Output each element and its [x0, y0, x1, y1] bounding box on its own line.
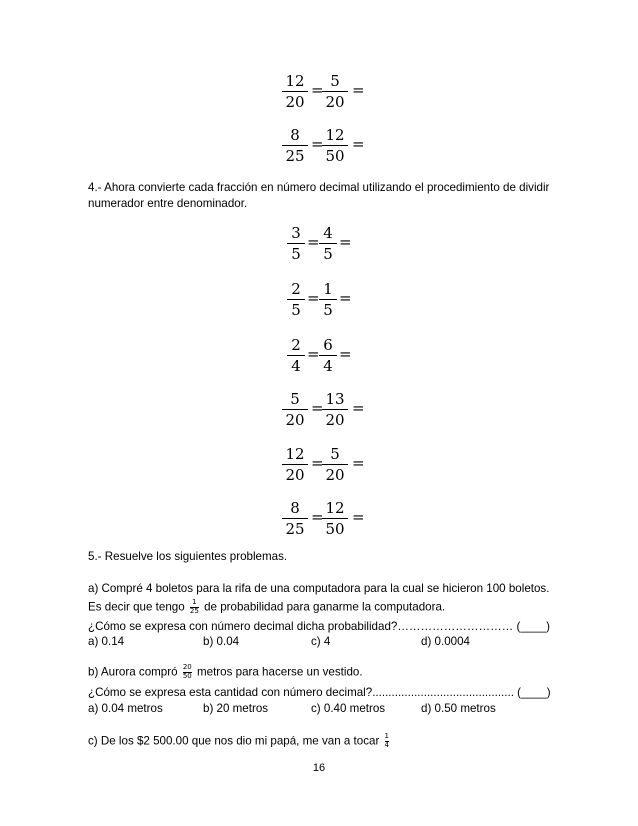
numerator: 12	[285, 72, 305, 90]
equation-row	[0, 280, 638, 320]
problem-a-line1: a) Compré 4 boletos para la rifa de una computadora para la cual se hicieron 100 boletos.	[88, 582, 550, 595]
denominator: 4	[384, 741, 390, 749]
equals-sign: =	[307, 233, 320, 251]
problem-a-line2-post: de probabilidad para ganarme la computadora.	[204, 600, 446, 614]
numerator: 4	[323, 224, 333, 242]
numerator: 8	[290, 126, 300, 144]
numerator: 1	[192, 598, 197, 606]
denominator: 4	[323, 357, 333, 375]
equals-sign: =	[307, 345, 320, 363]
problem-a-line2	[88, 599, 445, 616]
numerator: 5	[330, 72, 340, 90]
equals-sign: =	[352, 399, 365, 417]
numerator: 13	[325, 390, 345, 408]
denominator: 20	[325, 93, 345, 111]
denominator: 50	[325, 520, 345, 538]
problem-a-option-c: c) 4	[311, 635, 331, 648]
numerator: 3	[291, 224, 301, 242]
denominator: 25	[285, 147, 305, 165]
denominator: 4	[291, 357, 301, 375]
fraction	[322, 126, 348, 165]
numerator: 12	[325, 499, 345, 517]
fraction	[287, 336, 305, 375]
fraction	[287, 224, 305, 263]
problem-b-option-d: d) 0.50 metros	[421, 702, 496, 715]
denominator: 50	[182, 672, 192, 680]
denominator: 25	[285, 520, 305, 538]
equals-sign: =	[339, 345, 352, 363]
fraction	[282, 390, 308, 429]
problem-c-line1	[88, 733, 391, 750]
numerator: 5	[330, 445, 340, 463]
problem-b-question: ¿Cómo se expresa esta cantidad con número decimal?............................................ (____)	[88, 686, 551, 699]
page-number: 16	[312, 762, 326, 774]
denominator: 20	[325, 466, 345, 484]
equals-sign: =	[311, 399, 324, 417]
problem-b-line1	[88, 664, 363, 681]
equals-sign: =	[311, 135, 324, 153]
equals-sign: =	[307, 289, 320, 307]
question-4-text-line1: 4.- Ahora convierte cada fracción en número decimal utilizando el procedimiento de dividir	[88, 181, 550, 194]
equals-sign: =	[311, 81, 324, 99]
question-5-title: 5.- Resuelve los siguientes problemas.	[88, 550, 288, 563]
equals-sign: =	[352, 81, 365, 99]
numerator: 12	[285, 445, 305, 463]
equation-row	[0, 72, 638, 112]
numerator: 6	[323, 336, 333, 354]
denominator: 5	[323, 245, 333, 263]
problem-b-option-a: a) 0.04 metros	[88, 702, 163, 715]
inline-fraction	[385, 733, 389, 750]
problem-a-option-a: a) 0.14	[88, 635, 125, 648]
denominator: 5	[291, 301, 301, 319]
inline-fraction	[190, 599, 199, 616]
equals-sign: =	[311, 454, 324, 472]
fraction	[322, 72, 348, 111]
problem-b-option-c: c) 0.40 metros	[311, 702, 386, 715]
problem-b-line1-pre: b) Aurora compró	[88, 665, 178, 679]
question-4-text-line2: numerador entre denominador.	[88, 197, 248, 210]
equals-sign: =	[339, 289, 352, 307]
numerator: 12	[325, 126, 345, 144]
equation-row	[0, 336, 638, 376]
numerator: 2	[291, 336, 301, 354]
denominator: 25	[189, 607, 199, 615]
fraction	[282, 72, 308, 111]
fraction	[287, 280, 305, 319]
equals-sign: =	[311, 508, 324, 526]
denominator: 20	[285, 466, 305, 484]
problem-a-option-b: b) 0.04	[203, 635, 240, 648]
fraction	[282, 445, 308, 484]
fraction	[322, 499, 348, 538]
equation-row	[0, 390, 638, 430]
fraction	[282, 499, 308, 538]
fraction	[322, 445, 348, 484]
denominator: 20	[285, 411, 305, 429]
equation-row	[0, 499, 638, 539]
fraction	[282, 126, 308, 165]
fraction	[322, 390, 348, 429]
problem-b-option-b: b) 20 metros	[203, 702, 269, 715]
numerator: 20	[182, 663, 192, 671]
denominator: 50	[325, 147, 345, 165]
numerator: 5	[290, 390, 300, 408]
numerator: 2	[291, 280, 301, 298]
problem-b-line1-post: metros para hacerse un vestido.	[196, 665, 363, 679]
denominator: 20	[325, 411, 345, 429]
equals-sign: =	[339, 233, 352, 251]
problem-a-option-d: d) 0.0004	[421, 635, 470, 648]
fraction	[319, 336, 337, 375]
numerator: 1	[384, 732, 390, 740]
denominator: 5	[323, 301, 333, 319]
equation-row	[0, 126, 638, 166]
numerator: 8	[290, 499, 300, 517]
problem-c-line1-pre: c) De los $2 500.00 que nos dio mi papá, me van a tocar	[88, 734, 380, 748]
problem-a-line2-pre: Es decir que tengo	[88, 600, 185, 614]
equals-sign: =	[352, 454, 365, 472]
equation-row	[0, 224, 638, 264]
numerator: 1	[323, 280, 333, 298]
inline-fraction	[183, 664, 192, 681]
equals-sign: =	[352, 135, 365, 153]
denominator: 5	[291, 245, 301, 263]
problem-a-question: ¿Cómo se expresa con número decimal dicha probabilidad?………………………… (____)	[88, 620, 551, 633]
equation-row	[0, 445, 638, 485]
fraction	[319, 224, 337, 263]
denominator: 20	[285, 93, 305, 111]
fraction	[319, 280, 337, 319]
equals-sign: =	[352, 508, 365, 526]
